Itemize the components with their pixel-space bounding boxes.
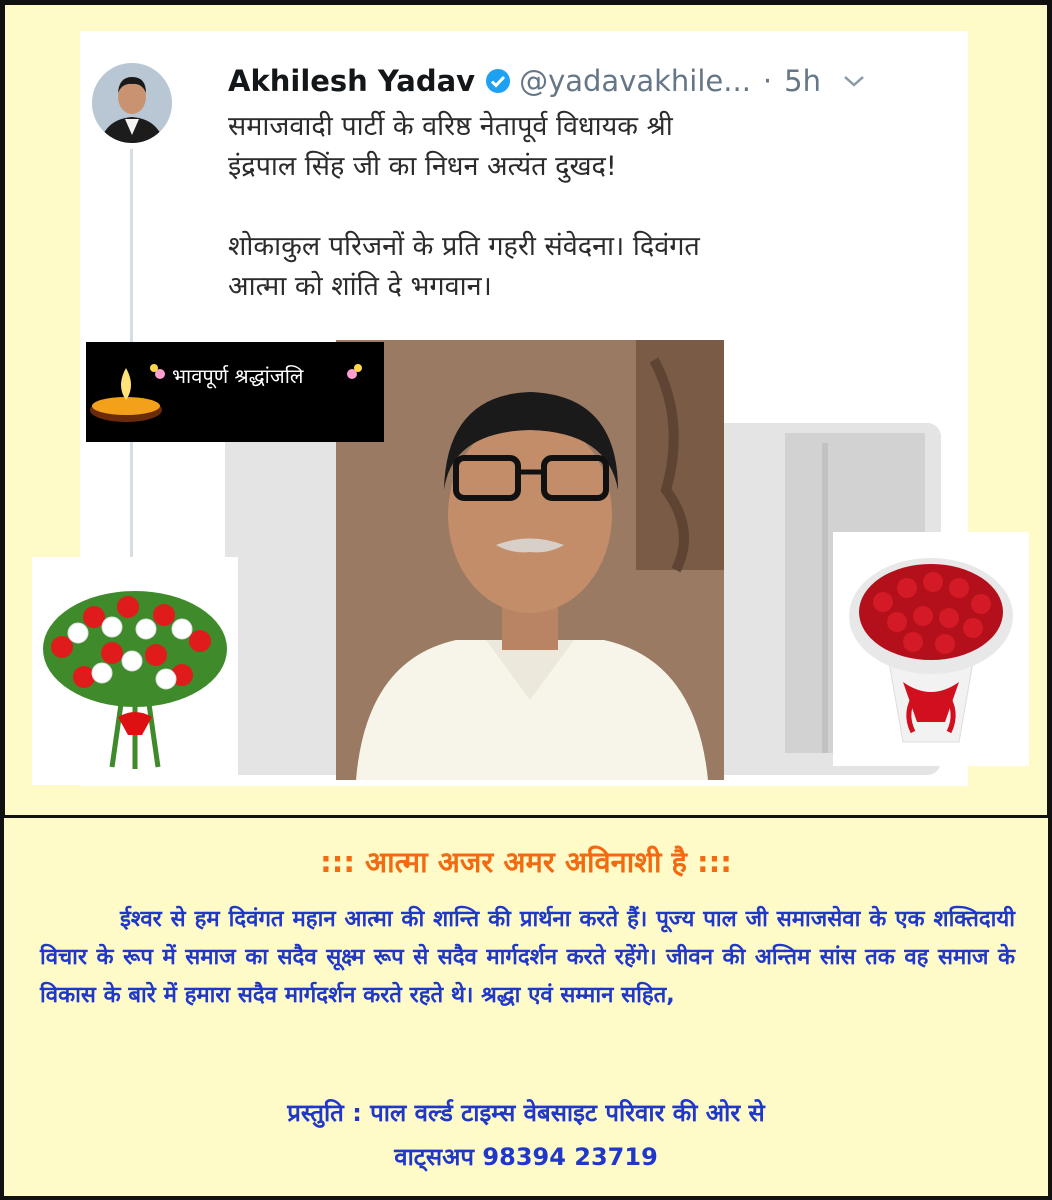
author-name[interactable]: Akhilesh Yadav	[228, 64, 476, 98]
avatar[interactable]	[92, 63, 172, 143]
author-handle[interactable]: @yadavakhile...	[519, 64, 751, 98]
tulip-bouquet-image	[32, 557, 238, 785]
condolence-message: ईश्वर से हम दिवंगत महान आत्मा की शान्ति की प्रार्थना करते हैं। पूज्य पाल जी समाजसेवा के एक शक्तिदायी विचार के रूप में समाज का सदैव सूक्ष्म रूप से सदैव मार्गदर्शन करते रहेंगे। जीवन की अन्तिम सांस तक वह समाज के विकास के बारे में हमारा सदैव मार्गदर्शन करते रहते थे। श्रद्धा एवं सम्मान सहित,	[40, 906, 1015, 1008]
portrait-photo	[336, 340, 724, 780]
tweet-text	[228, 107, 948, 307]
tweet-line: इंद्रपाल सिंह जी का निधन अत्यंत दुखद!	[228, 151, 617, 182]
tweet-line: समाजवादी पार्टी के वरिष्ठ नेतापूर्व विधायक श्री	[228, 111, 673, 142]
whatsapp-number: वाट्सअप 98394 23719	[394, 1143, 658, 1171]
rose-bouquet-image	[833, 532, 1029, 766]
tweet-time[interactable]: 5h	[784, 64, 821, 98]
tribute-label: भावपूर्ण श्रद्धांजलि	[172, 364, 304, 388]
tribute-card	[86, 342, 384, 442]
candle-icon	[86, 342, 384, 442]
tweet-header	[228, 61, 865, 101]
time-separator: ·	[762, 64, 773, 98]
tweet-line: आत्मा को शांति दे भगवान।	[228, 271, 492, 302]
verified-badge-icon	[485, 68, 511, 94]
credit-line: प्रस्तुति : पाल वर्ल्ड टाइम्स वेबसाइट परिवार की ओर से	[287, 1099, 765, 1127]
chevron-down-icon[interactable]	[843, 74, 865, 88]
tweet-line: शोकाकुल परिजनों के प्रति गहरी संवेदना। दिवंगत	[228, 231, 700, 262]
motto-heading: ::: आत्मा अजर अमर अविनाशी है :::	[320, 845, 732, 879]
